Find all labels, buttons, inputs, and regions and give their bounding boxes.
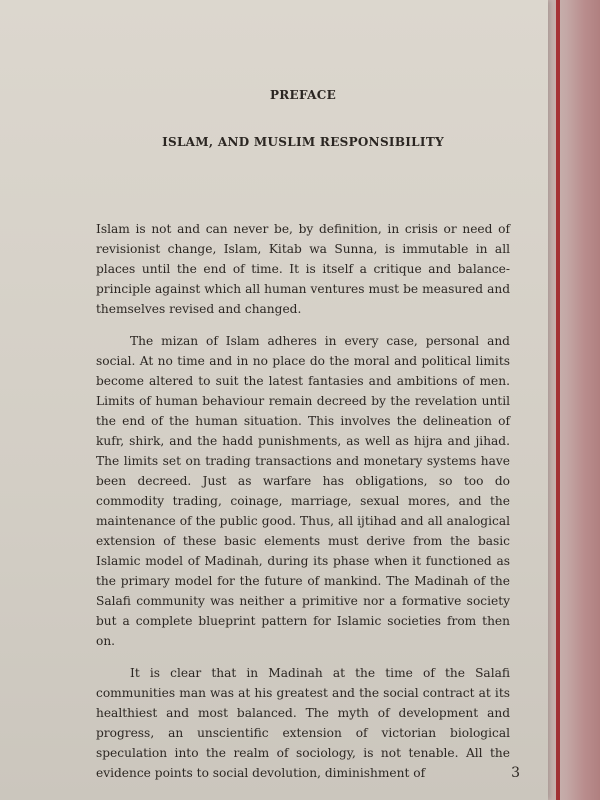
red-cover-line: [556, 0, 560, 800]
chapter-title: ISLAM, AND MUSLIM RESPONSIBILITY: [162, 135, 444, 149]
preface-heading: PREFACE: [269, 88, 337, 102]
paragraph-1: Islam is not and can never be, by definition, in crisis or need of revisionist change, Islam, Kitab wa Sunna, is immutable in all places until the end of time. It is itself a critique and balance-principle against which all human ventures must be measured and themselves revised and changed.: [96, 222, 510, 316]
paragraph-3: It is clear that in Madinah at the time of the Salafi communities man was at his greatest and the social contract at its healthiest and most balanced. The myth of development and progress, an unscientific extension of victorian biological speculation into the realm of sociology, is not tenable. All the evidence points to social devolution, diminishment of: [96, 666, 510, 780]
page-number: 3: [511, 765, 520, 781]
paragraph-2: The mizan of Islam adheres in every case, personal and social. At no time and in no place do the moral and political limits become altered to suit the latest fantasies and ambitions of men. Limits of human behaviour remain decreed by the revelation until the end of the human situation. This involves the delineation of kufr, shirk, and the hadd punishments, as well as hijra and jihad. The limits set on trading transactions and monetary systems have been decreed. Just as warfare has obligations, so too do commodity trading, coinage, marriage, sexual mores, and the maintenance of the public good. Thus, all ijtihad and all analogical extension of these basic elements must derive from the basic Islamic model of Madinah, during its phase when it functioned as the primary model for the future of mankind. The Madinah of the Salafi community was neither a primitive nor a formative society but a complete blueprint pattern for Islamic societies from then on.: [96, 334, 510, 648]
page-content: [96, 82, 510, 795]
body-text: [96, 219, 510, 783]
